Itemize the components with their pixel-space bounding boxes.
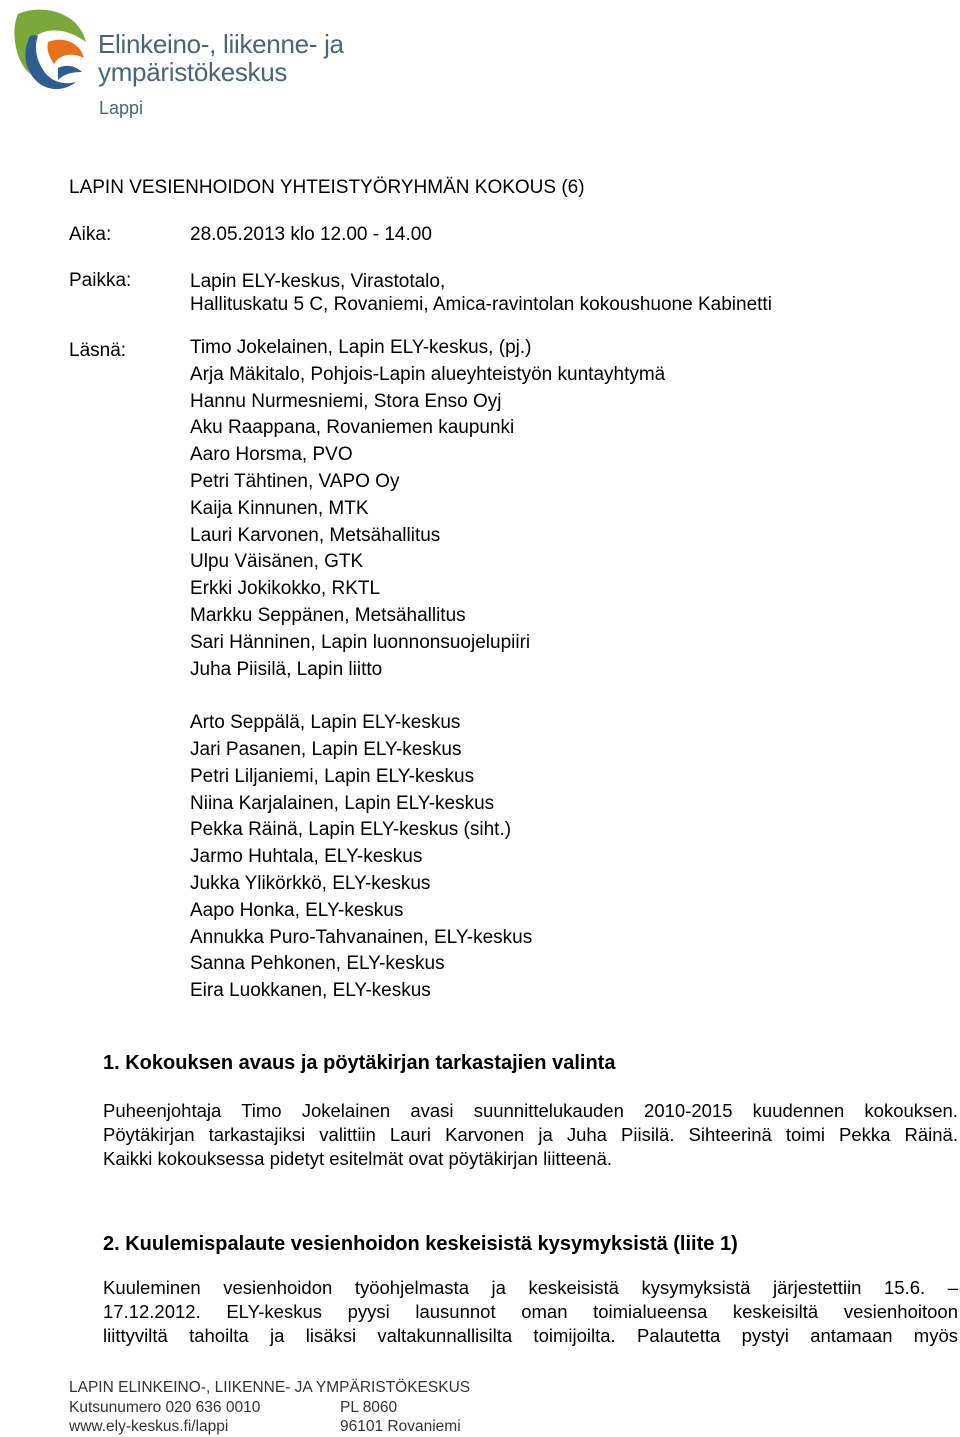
footer-web-link[interactable]: www.ely-keskus.fi/lappi [69,1418,229,1435]
attendee-item: Markku Seppänen, Metsähallitus [190,604,466,626]
footer-org: LAPIN ELINKEINO-, LIIKENNE- JA YMPÄRISTÖKESKUS [69,1379,471,1396]
attendee-item: Petri Tähtinen, VAPO Oy [190,470,400,492]
attendee-item: Ulpu Väisänen, GTK [190,551,364,573]
section1-line: Puheenjohtaja Timo Jokelainen avasi suunnittelukauden 2010-2015 kuudennen kokouksen. [103,1100,958,1121]
list-spacer [190,683,665,710]
section1-line: Pöytäkirjan tarkastajiksi valittiin Lauri Karvonen ja Juha Piisilä. Sihteerinä toimi Pekka Räinä. [103,1124,958,1145]
ely-attendee-item: Aapo Honka, ELY-keskus [190,899,404,921]
attendee-item: Kaija Kinnunen, MTK [190,497,369,519]
place-line2: Hallituskatu 5 C, Rovaniemi, Amica-ravintolan kokoushuone Kabinetti [190,294,772,315]
footer-pobox: PL 8060 [340,1398,398,1416]
section2-heading: 2. Kuulemispalaute vesienhoidon keskeisistä kysymyksistä (liite 1) [103,1233,738,1255]
footer-phone: Kutsunumero 020 636 0010 [69,1398,261,1416]
ely-attendee-item: Annukka Puro-Tahvanainen, ELY-keskus [190,926,533,948]
organization-name-line1: Elinkeino-, liikenne- ja [98,29,344,59]
attendee-item: Aku Raappana, Rovaniemen kaupunki [190,417,515,439]
organization-name [98,30,344,86]
section2-paragraph [103,1276,958,1348]
section1-paragraph [103,1099,958,1171]
ely-attendee-item: Niina Karjalainen, Lapin ELY-keskus [190,792,495,814]
ely-logo [10,2,90,92]
meeting-title: LAPIN VESIENHOIDON YHTEISTYÖRYHMÄN KOKOUS (6) [69,177,585,198]
section2-line: liittyviltä tahoilta ja lisäksi valtakunnallisilta toimijoilta. Palautetta pystyi antamaan myös [103,1325,958,1346]
ely-attendee-item: Jarmo Huhtala, ELY-keskus [190,846,423,868]
place-value [190,270,772,316]
attendee-item: Sari Hänninen, Lapin luonnonsuojelupiiri [190,631,531,653]
attendee-item: Erkki Jokikokko, RKTL [190,578,381,600]
footer-city: 96101 Rovaniemi [340,1418,461,1435]
section1-line: Kaikki kokouksessa pidetyt esitelmät ovat pöytäkirjan liitteenä. [103,1148,613,1169]
ely-attendee-item: Petri Liljaniemi, Lapin ELY-keskus [190,765,475,787]
page-footer [69,1378,470,1437]
attendee-item: Juha Piisilä, Lapin liitto [190,658,383,680]
attendee-item: Timo Jokelainen, Lapin ELY-keskus, (pj.) [190,337,532,358]
section2-line: 17.12.2012. ELY-keskus pyysi lausunnot oman toimialueensa keskeisiltä vesienhoitoon [103,1301,958,1322]
ely-attendee-item: Arto Seppälä, Lapin ELY-keskus [190,712,461,734]
place-label: Paikka: [69,270,132,291]
attendee-item: Hannu Nurmesniemi, Stora Enso Oyj [190,390,502,412]
attendee-item: Aaro Horsma, PVO [190,444,353,466]
footer-row-contact [69,1398,470,1418]
time-value: 28.05.2013 klo 12.00 - 14.00 [190,224,432,245]
organization-name-line2: ympäristökeskus [98,57,288,87]
section1-heading: 1. Kokouksen avaus ja pöytäkirjan tarkastajien valinta [103,1052,616,1074]
attendee-item: Lauri Karvonen, Metsähallitus [190,524,441,546]
region-name: Lappi [99,98,144,118]
place-line1: Lapin ELY-keskus, Virastotalo, [190,271,446,292]
time-label: Aika: [69,224,112,245]
attendee-item: Arja Mäkitalo, Pohjois-Lapin alueyhteistyön kuntayhtymä [190,363,666,385]
ely-attendee-item: Jari Pasanen, Lapin ELY-keskus [190,738,462,760]
ely-attendee-item: Pekka Räinä, Lapin ELY-keskus (siht.) [190,819,512,841]
attendee-list [190,335,665,1005]
ely-attendee-item: Sanna Pehkonen, ELY-keskus [190,953,445,975]
ely-attendee-item: Eira Luokkanen, ELY-keskus [190,980,431,1002]
present-label: Läsnä: [69,340,127,361]
ely-attendee-item: Jukka Ylikörkkö, ELY-keskus [190,872,431,894]
section2-line: Kuuleminen vesienhoidon työohjelmasta ja keskeisistä kysymyksistä järjestettiin 15.6. – [103,1277,958,1298]
